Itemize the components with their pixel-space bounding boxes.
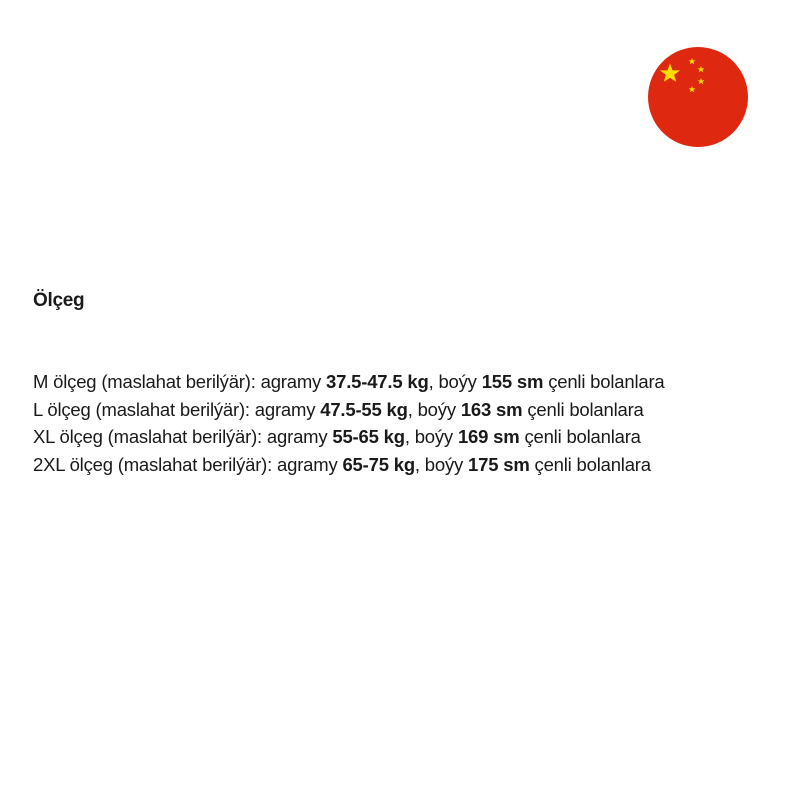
size-description: ölçeg (maslahat berilýär): agramy [69, 453, 338, 475]
size-description: ölçeg (maslahat berilýär): agramy [59, 426, 328, 447]
height-value: 175 sm [468, 453, 530, 475]
size-row-l [33, 396, 665, 424]
size-label: L [33, 398, 43, 420]
size-description: ölçeg (maslahat berilýär): agramy [53, 371, 322, 392]
height-value: 155 sm [481, 371, 544, 392]
size-label: M [33, 371, 49, 392]
height-label: , boýy [407, 398, 456, 420]
size-label: 2XL [33, 453, 65, 475]
weight-range: 47.5-55 kg [320, 398, 408, 420]
size-list [33, 368, 665, 478]
size-label: XL [33, 426, 55, 447]
size-suffix: çenli bolanlara [548, 371, 665, 392]
size-suffix: çenli bolanlara [527, 398, 644, 420]
size-row-2xl [33, 451, 665, 479]
height-label: , boýy [428, 371, 477, 392]
weight-range: 65-75 kg [342, 453, 415, 475]
height-label: , boýy [414, 453, 464, 475]
size-description: ölçeg (maslahat berilýär): agramy [47, 398, 316, 420]
height-value: 163 sm [460, 398, 523, 420]
size-suffix: çenli bolanlara [524, 426, 641, 447]
height-value: 169 sm [457, 426, 520, 447]
flag-field [648, 47, 748, 147]
china-flag-icon [648, 47, 748, 147]
height-label: , boýy [404, 426, 453, 447]
weight-range: 37.5-47.5 kg [326, 371, 429, 392]
size-row-xl [33, 423, 665, 451]
size-row-m [33, 368, 665, 396]
size-suffix: çenli bolanlara [534, 453, 651, 475]
section-title: Ölçeg [33, 290, 85, 311]
weight-range: 55-65 kg [332, 426, 405, 447]
